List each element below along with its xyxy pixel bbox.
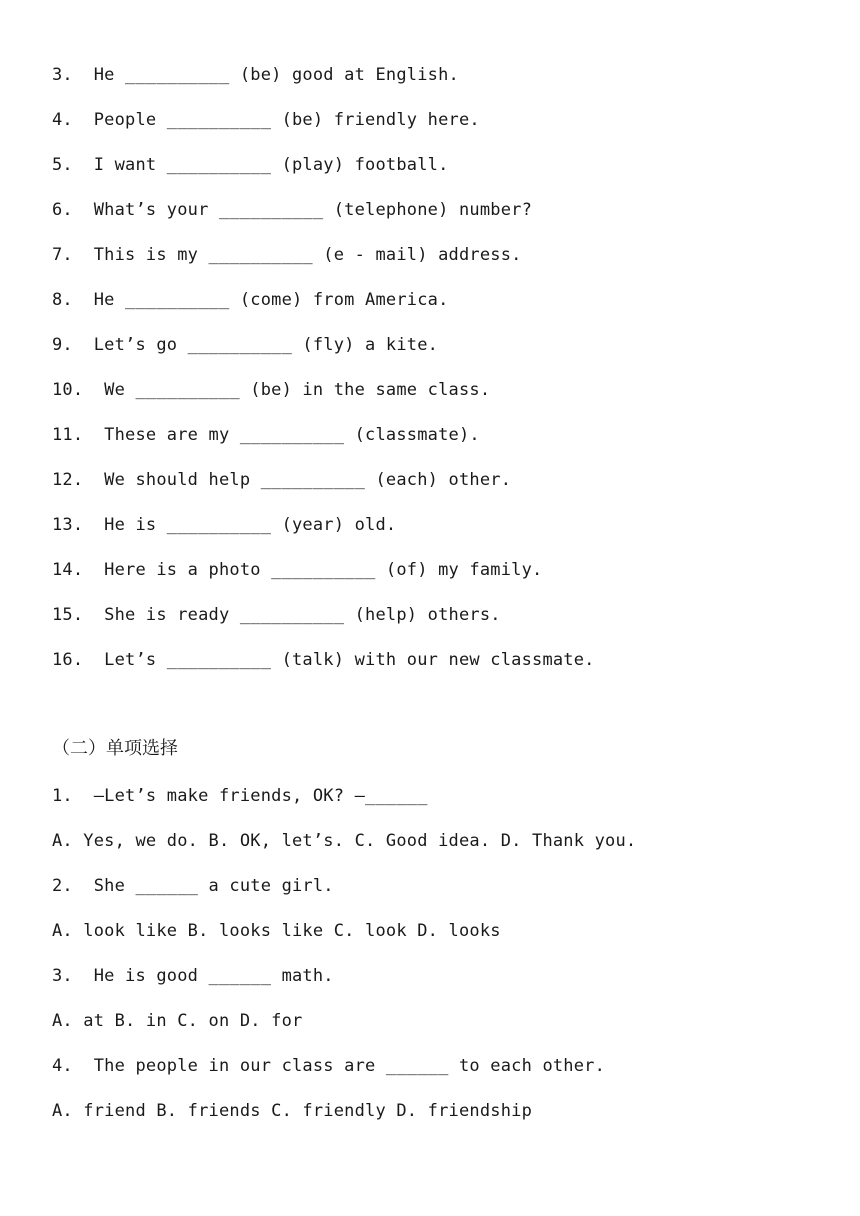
fill-in-item-4: 4. People __________ (be) friendly here. xyxy=(52,110,480,130)
fill-in-item-13: 13. He is __________ (year) old. xyxy=(52,515,397,535)
question-stem: 2. She ______ a cute girl. xyxy=(52,876,334,896)
fill-in-item-11: 11. These are my __________ (classmate). xyxy=(52,425,480,445)
section-title: （二）单项选择 xyxy=(52,738,178,759)
fill-in-item-14: 14. Here is a photo __________ (of) my family. xyxy=(52,560,543,580)
fill-in-item-12: 12. We should help __________ (each) other. xyxy=(52,470,512,490)
question-options: A. friend B. friends C. friendly D. friendship xyxy=(52,1101,533,1121)
fill-in-item-5: 5. I want __________ (play) football. xyxy=(52,155,449,175)
fill-in-item-16: 16. Let’s __________ (talk) with our new classmate. xyxy=(52,650,595,670)
question-stem: 3. He is good ______ math. xyxy=(52,966,334,986)
fill-in-item-8: 8. He __________ (come) from America. xyxy=(52,290,449,310)
fill-in-item-6: 6. What’s your __________ (telephone) number? xyxy=(52,200,533,220)
question-options: A. look like B. looks like C. look D. looks xyxy=(52,921,501,941)
question-options: A. at B. in C. on D. for xyxy=(52,1011,303,1031)
fill-in-item-7: 7. This is my __________ (e - mail) address. xyxy=(52,245,522,265)
fill-in-item-10: 10. We __________ (be) in the same class. xyxy=(52,380,491,400)
question-stem: 1. —Let’s make friends, OK? —______ xyxy=(52,786,428,806)
question-stem: 4. The people in our class are ______ to each other. xyxy=(52,1056,606,1076)
fill-in-item-3: 3. He __________ (be) good at English. xyxy=(52,65,459,85)
fill-in-item-9: 9. Let’s go __________ (fly) a kite. xyxy=(52,335,439,355)
fill-in-item-15: 15. She is ready __________ (help) others. xyxy=(52,605,501,625)
question-options: A. Yes, we do. B. OK, let’s. C. Good idea. D. Thank you. xyxy=(52,831,637,851)
